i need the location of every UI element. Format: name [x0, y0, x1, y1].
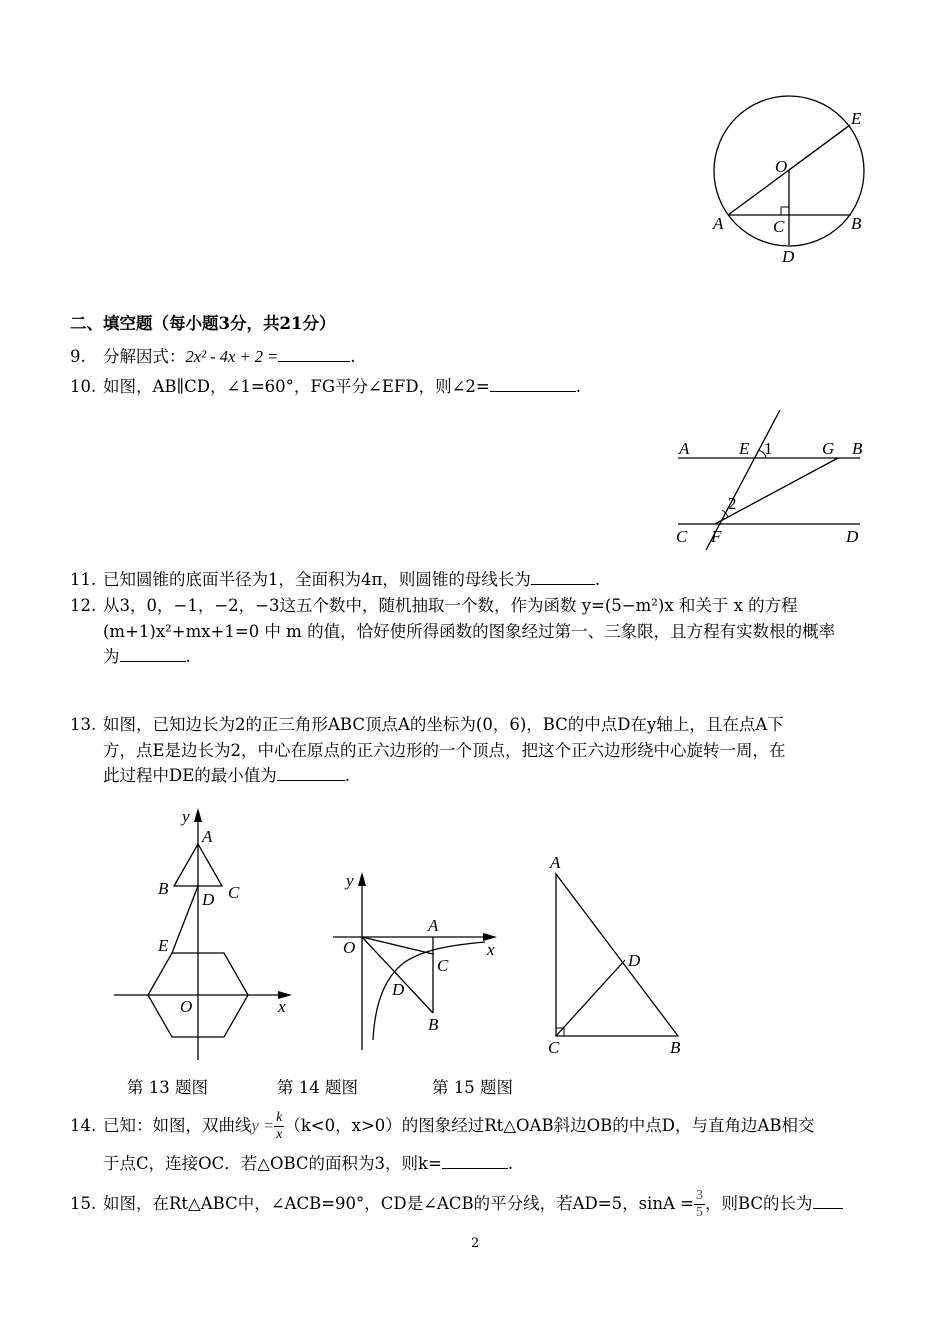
- q13-answer-blank: [277, 765, 345, 781]
- label-y: y: [182, 807, 190, 826]
- label-B: B: [158, 879, 169, 898]
- figure-15: [540, 850, 700, 1060]
- label-A: A: [679, 439, 690, 458]
- label-D: D: [392, 980, 405, 999]
- section-title: 二、填空题（每小题3分，共21分）: [70, 314, 336, 333]
- q11-number: 11.: [70, 570, 97, 589]
- q13-number: 13.: [70, 715, 97, 734]
- q9-text: 分解因式：2x² - 4x + 2 = .: [103, 347, 356, 366]
- q10-text: 如图，AB∥CD，∠1=60°，FG平分∠EFD，则∠2= .: [103, 377, 581, 396]
- figure-13: [100, 800, 300, 1070]
- label-C: C: [773, 217, 785, 236]
- q12-line1: 从3，0，−1，−2，−3这五个数中，随机抽取一个数，作为函数 y=(5−m²)x 和关于 x 的方程: [103, 596, 798, 615]
- label-O: O: [180, 997, 193, 1016]
- q11-text: 已知圆锥的底面半径为1，全面积为4π，则圆锥的母线长为 .: [103, 570, 601, 589]
- q10-answer-blank: [490, 376, 576, 392]
- q10-number: 10.: [70, 377, 97, 396]
- figure-14: [325, 860, 515, 1060]
- q12-line3: 为 .: [103, 647, 191, 666]
- q14-answer-blank: [442, 1153, 508, 1169]
- label-x: x: [487, 940, 495, 959]
- label-C: C: [437, 956, 449, 975]
- q14-line2: 于点C，连接OC．若△OBC的面积为3，则k= .: [103, 1154, 514, 1173]
- label-O: O: [343, 938, 356, 957]
- page-number: 2: [471, 1236, 480, 1251]
- q15-line1: 如图，在Rt△ABC中，∠ACB=90°，CD是∠ACB的平分线，若AD=5，sinA = $\frac{3}{5}$ ，则BC的长为: [103, 1184, 843, 1224]
- q9-number: 9.: [70, 347, 86, 366]
- q14-fraction: $\frac{k}{x}$: [276, 1110, 283, 1142]
- label-x: x: [278, 997, 286, 1016]
- label-E: E: [739, 439, 750, 458]
- label-D: D: [202, 890, 215, 909]
- label-B: B: [852, 439, 863, 458]
- q9-expression: 2x² - 4x + 2 =: [185, 347, 279, 366]
- label-F: F: [711, 527, 722, 546]
- q15-answer-blank: [813, 1193, 843, 1209]
- label-B: B: [851, 214, 862, 233]
- q14-number: 14.: [70, 1116, 97, 1135]
- caption-fig14: 第 14 题图: [277, 1078, 358, 1097]
- q12-number: 12.: [70, 596, 97, 615]
- label-C: C: [548, 1038, 560, 1057]
- q15-number: 15.: [70, 1194, 97, 1213]
- q12-answer-blank: [120, 646, 186, 662]
- q9-answer-blank: [278, 346, 350, 362]
- label-G: G: [822, 439, 835, 458]
- q13-line1: 如图，已知边长为2的正三角形ABC顶点A的坐标为(0，6)，BC的中点D在y轴上，且在点A下: [103, 715, 784, 734]
- label-2: 2: [728, 494, 737, 513]
- label-C: C: [228, 883, 240, 902]
- label-E: E: [158, 936, 169, 955]
- label-A: A: [202, 827, 213, 846]
- label-A: A: [428, 916, 439, 935]
- label-B: B: [428, 1015, 439, 1034]
- label-C: C: [676, 527, 688, 546]
- circle-figure: [700, 90, 880, 270]
- label-B: B: [670, 1038, 681, 1057]
- label-y: y: [346, 871, 354, 890]
- caption-fig15: 第 15 题图: [432, 1078, 513, 1097]
- caption-fig13: 第 13 题图: [127, 1078, 208, 1097]
- label-A: A: [550, 853, 561, 872]
- label-D: D: [628, 951, 641, 970]
- label-1: 1: [764, 439, 773, 458]
- parallel-lines-figure: [670, 400, 870, 560]
- label-D: D: [782, 247, 795, 266]
- label-A: A: [713, 214, 724, 233]
- q14-line1: 已知：如图，双曲线y = $\frac{k}{x}$ （k<0，x>0）的图象经过Rt△OAB斜边OB的中点D，与直角边AB相交: [103, 1110, 815, 1142]
- q15-fraction: $\frac{3}{5}$: [695, 1188, 703, 1220]
- q13-line3: 此过程中DE的最小值为 .: [103, 766, 351, 785]
- q13-line2: 方，点E是边长为2，中心在原点的正六边形的一个顶点，把这个正六边形绕中心旋转一周，在: [103, 741, 786, 760]
- label-O: O: [775, 157, 788, 176]
- label-E: E: [851, 109, 862, 128]
- q11-answer-blank: [531, 569, 595, 585]
- label-D: D: [846, 527, 859, 546]
- q12-line2: (m+1)x²+mx+1=0 中 m 的值，恰好使所得函数的图象经过第一、三象限，且方程有实数根的概率: [103, 622, 836, 641]
